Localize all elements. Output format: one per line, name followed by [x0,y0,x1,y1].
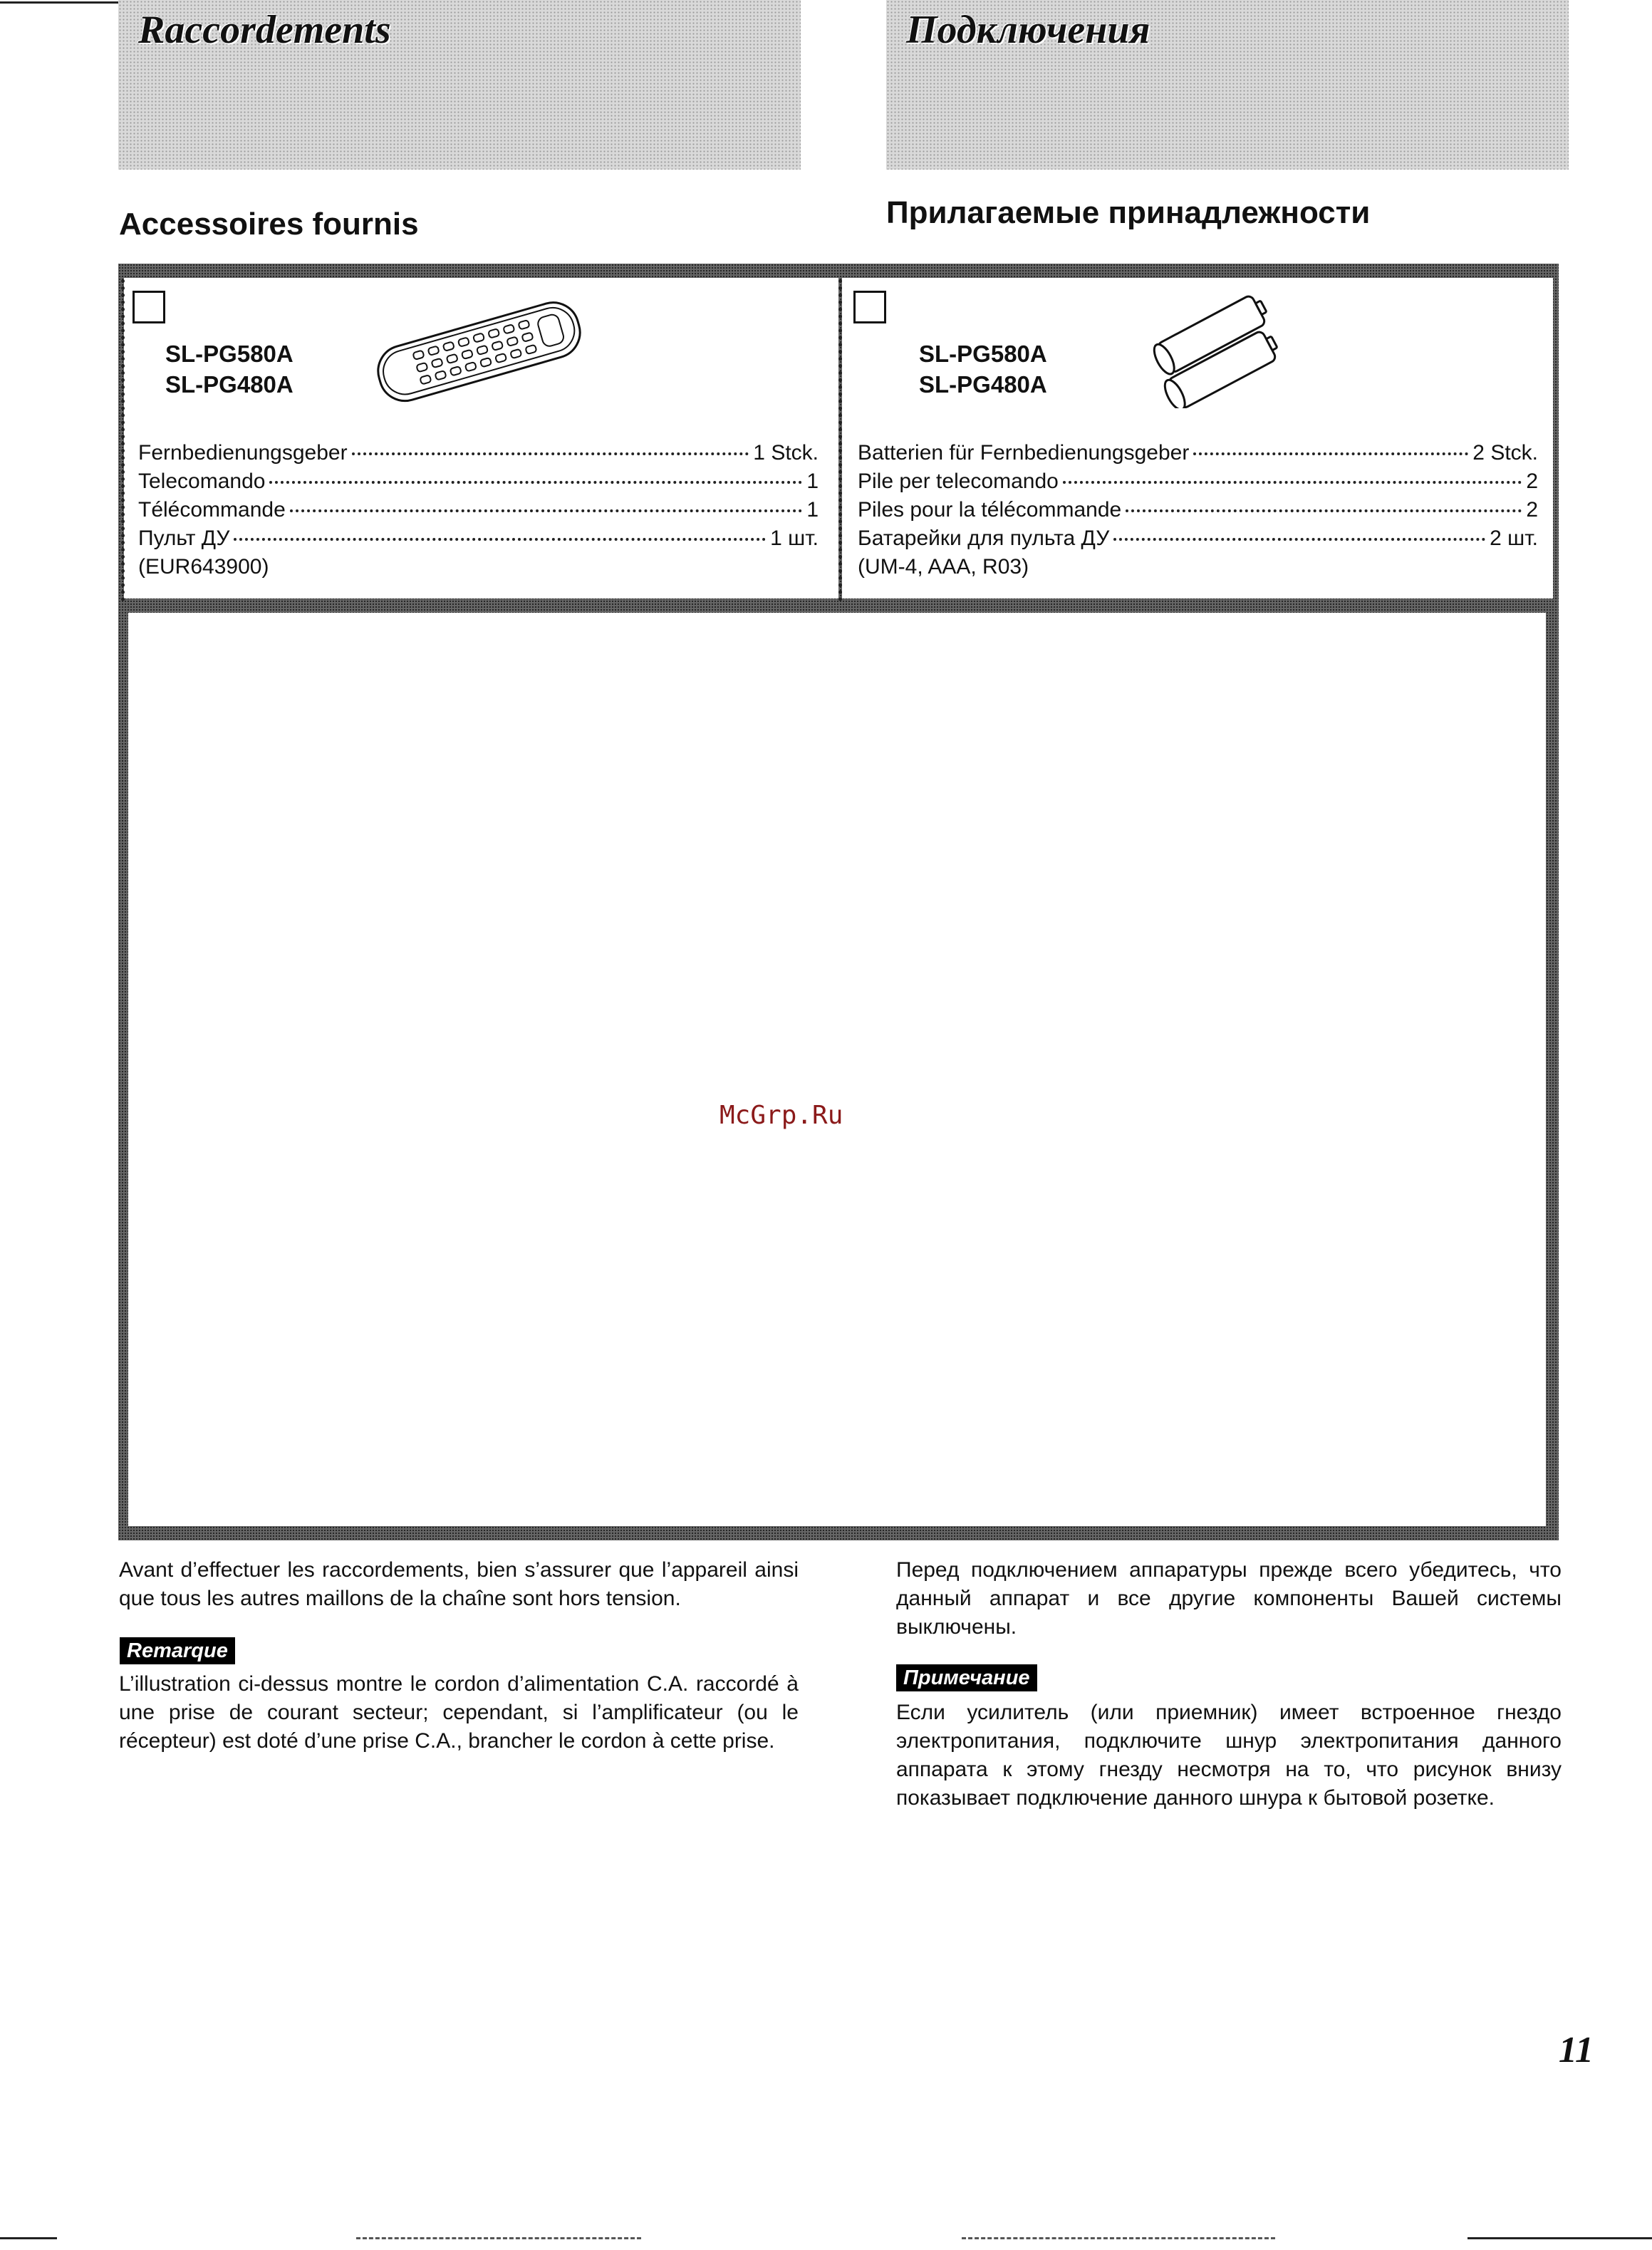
model-name-1: SL-PG580A [165,341,293,367]
item-label: Пульт ДУ [138,527,230,550]
batteries-checkbox[interactable] [853,291,886,323]
bottom-edge-mark-right [1467,2237,1652,2239]
intro-paragraph-fr: Avant d’effectuer les raccordements, bien s’assurer que l’appareil ainsi que tous les autres maillons de la chaîne sont hors tension. [119,1558,799,1610]
remote-control-icon [363,285,591,406]
item-label: Batterien für Fernbedienungsgeber [858,441,1190,465]
item-row-remote-de [138,439,819,467]
model-name-2: SL-PG480A [919,371,1047,398]
leader-dots [1113,538,1485,541]
panel-divider-left [121,279,125,601]
item-row-batteries-fr [858,496,1538,524]
item-label: Télécommande [138,498,286,522]
connection-illustration-area [128,613,1546,1526]
battery-type-note: (UM-4, AAA, R03) [858,555,1029,579]
item-label: Telecomando [138,470,266,493]
panel-divider-middle [838,279,842,601]
header-title-ru: Подключения [906,8,1150,52]
accessories-heading-ru: Прилагаемые принадлежности [886,195,1371,230]
bottom-edge-mark [962,2237,1275,2239]
header-band-left [118,0,801,170]
page-number: 11 [1558,2030,1594,2070]
intro-paragraph-ru: Перед подключением аппаратуры прежде всего убедитесь, что данный аппарат и все другие компоненты Вашей системы выключены. [896,1558,1562,1639]
header-title-fr: Raccordements [138,8,391,52]
note-badge-ru: Примечание [896,1664,1037,1691]
item-label: Piles pour la télécommande [858,498,1122,522]
model-name-1: SL-PG580A [919,341,1047,367]
bottom-edge-mark [356,2237,641,2239]
item-label: Pile per telecomando [858,470,1059,493]
item-label: Батарейки для пульта ДУ [858,527,1110,550]
leader-dots [352,452,749,455]
item-label: Fernbedienungsgeber [138,441,348,465]
leader-dots [234,538,766,541]
item-qty: 2 Stck. [1472,441,1538,465]
item-row-remote-fr [138,496,819,524]
item-qty: 1 [806,470,819,493]
item-row-batteries-it [858,467,1538,496]
item-row-batteries-ru [858,524,1538,553]
batteries-icon [1136,291,1300,408]
bottom-edge-mark-left [0,2237,57,2239]
leader-dots [1063,481,1522,484]
leader-dots [269,481,802,484]
remote-checkbox[interactable] [133,291,165,323]
item-row-remote-ru [138,524,819,553]
accessories-heading-fr: Accessoires fournis [119,207,419,242]
item-qty: 2 шт. [1490,527,1538,550]
item-row-batteries-de [858,439,1538,467]
item-qty: 1 [806,498,819,522]
item-qty: 2 [1526,470,1538,493]
watermark-link[interactable]: McGrp.Ru [719,1101,843,1130]
note-badge-fr: Remarque [120,1637,235,1664]
leader-dots [1193,452,1468,455]
note-paragraph-ru: Если усилитель (или приемник) имеет встроенное гнездо электропитания, подключите шнур электропитания данного аппарата к этому гнезду несмотря на то, что рисунок внизу показывает подключение данного шнура к бытовой розетке. [896,1701,1562,1810]
item-qty: 2 [1526,498,1538,522]
item-qty: 1 Stck. [753,441,819,465]
leader-dots [1126,509,1522,512]
remote-part-number: (EUR643900) [138,555,269,579]
header-band-right [886,0,1569,170]
note-paragraph-fr: L’illustration ci-dessus montre le cordon d’alimentation C.A. raccordé à une prise de courant secteur; cependant, si l’amplificateur (ou le récepteur) est doté d’une prise C.A., brancher le cordon à cette prise. [119,1672,799,1753]
model-name-2: SL-PG480A [165,371,293,398]
item-row-remote-it [138,467,819,496]
leader-dots [290,509,803,512]
item-qty: 1 шт. [770,527,819,550]
